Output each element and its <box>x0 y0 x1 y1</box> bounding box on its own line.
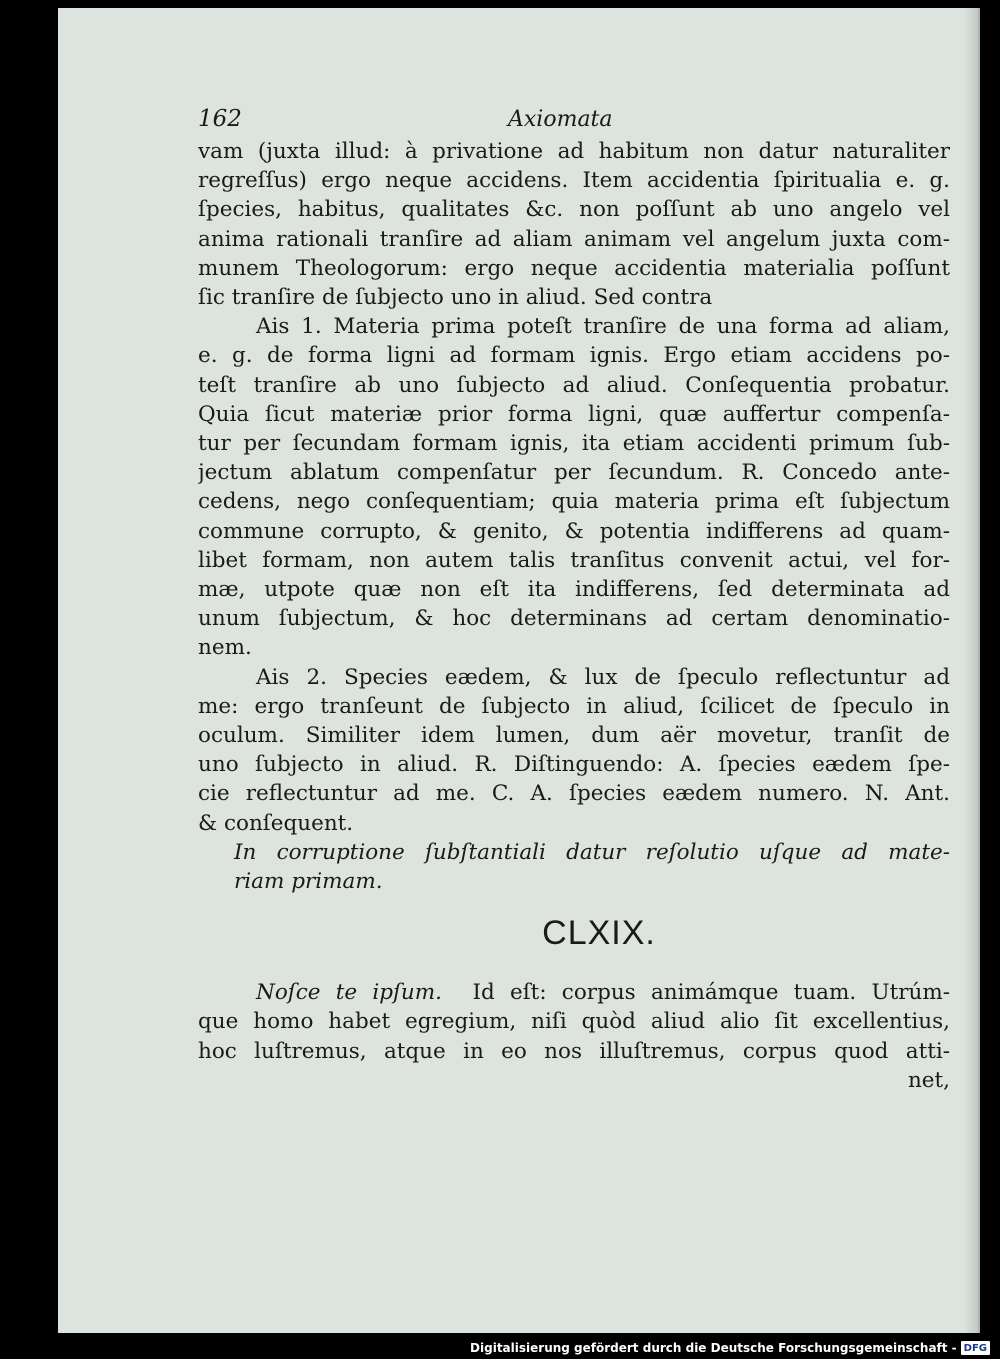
catchword: net, <box>907 1067 950 1093</box>
text-line: anima rationali tranſire ad aliam animam vel angelum juxta com- <box>198 226 950 252</box>
paragraph-1 <box>198 137 950 312</box>
text-line: unum ſubjectum, & hoc determinans ad certam denominatio- <box>198 606 950 632</box>
text-line: nem. <box>198 635 252 661</box>
paragraph-3 <box>198 663 950 838</box>
text-line: uno ſubjecto in aliud. R. Diſtinguendo: A. ſpecies eædem ſpe- <box>198 752 950 778</box>
section-number: CLXIX. <box>542 914 656 953</box>
digitization-footer <box>470 1339 990 1357</box>
text-line: Noſce te ipſum. Id eſt: corpus animámque tuam. Utrúm- <box>256 980 950 1006</box>
text-line: cedens, nego conſequentiam; quia materia prima eſt ſubjectum <box>198 489 950 515</box>
text-line: riam primam. <box>234 869 383 895</box>
text-line: cie reflectuntur ad me. C. A. ſpecies eædem numero. N. Ant. <box>198 781 950 807</box>
text-line: & conſequent. <box>198 810 354 836</box>
text-line: teſt tranſire ab uno ſubjecto ad aliud. Conſequentia probatur. <box>198 372 950 398</box>
thesis-statement <box>198 838 950 896</box>
running-head <box>198 103 950 137</box>
text-line: regreſſus) ergo neque accidens. Item accidentia ſpiritualia e. g. <box>198 168 950 194</box>
paragraph-2 <box>198 312 950 662</box>
text-line: libet formam, non autem talis tranſitus convenit actui, vel for- <box>198 547 950 573</box>
running-title: Axiomata <box>508 107 613 132</box>
motto-text: Noſce te ipſum. <box>256 980 442 1006</box>
text-line: oculum. Similiter idem lumen, dum aër movetur, tranſit de <box>198 723 950 749</box>
page-number: 162 <box>198 106 242 132</box>
text-line: e. g. de forma ligni ad formam ignis. Ergo etiam accidens po- <box>198 343 950 369</box>
text-line: In corruptione ſubſtantiali datur reſolutio uſque ad mate- <box>234 839 950 865</box>
text-line: munem Theologorum: ergo neque accidentia materialia poſſunt <box>198 255 950 281</box>
text-line: ſic tranſire de ſubjecto uno in aliud. Sed contra <box>198 285 713 311</box>
text-line: Quia ſicut materiæ prior forma ligni, quæ auffertur compenſa- <box>198 401 950 427</box>
text-line: tur per ſecundam formam ignis, ita etiam accidenti primum ſub- <box>198 431 950 457</box>
paragraph-4 <box>198 978 950 1095</box>
text-line: vam (juxta illud: à privatione ad habitum non datur naturaliter <box>198 139 950 164</box>
dfg-logo-icon: DFG <box>961 1341 990 1355</box>
text-line: Ais 1. Materia prima poteſt tranſire de una forma ad aliam, <box>256 314 950 340</box>
book-page <box>58 8 980 1333</box>
text-block <box>198 103 950 1095</box>
text-line: commune corrupto, & genito, & potentia indifferens ad quam- <box>198 518 950 544</box>
footer-text: Digitalisierung gefördert durch die Deutsche Forschungsgemeinschaft - <box>470 1341 957 1355</box>
text-line: ſpecies, habitus, qualitates &c. non poſſunt ab uno angelo vel <box>198 197 950 223</box>
text-line: mæ, utpote quæ non eſt ita indifferens, ſed determinata ad <box>198 577 950 603</box>
text-line: Ais 2. Species eædem, & lux de ſpeculo reflectuntur ad <box>256 664 950 690</box>
text-line: hoc luſtremus, atque in eo nos illuſtremus, corpus quod atti- <box>198 1038 950 1064</box>
text-line: jectum ablatum compenſatur per ſecundum. R. Concedo ante- <box>198 460 950 486</box>
text-line: me: ergo tranſeunt de ſubjecto in aliud, ſcilicet de ſpeculo in <box>198 693 950 719</box>
page-edge-shadow <box>964 8 978 1333</box>
text-line: que homo habet egregium, niſi quòd aliud alio ſit excellentius, <box>198 1009 950 1035</box>
